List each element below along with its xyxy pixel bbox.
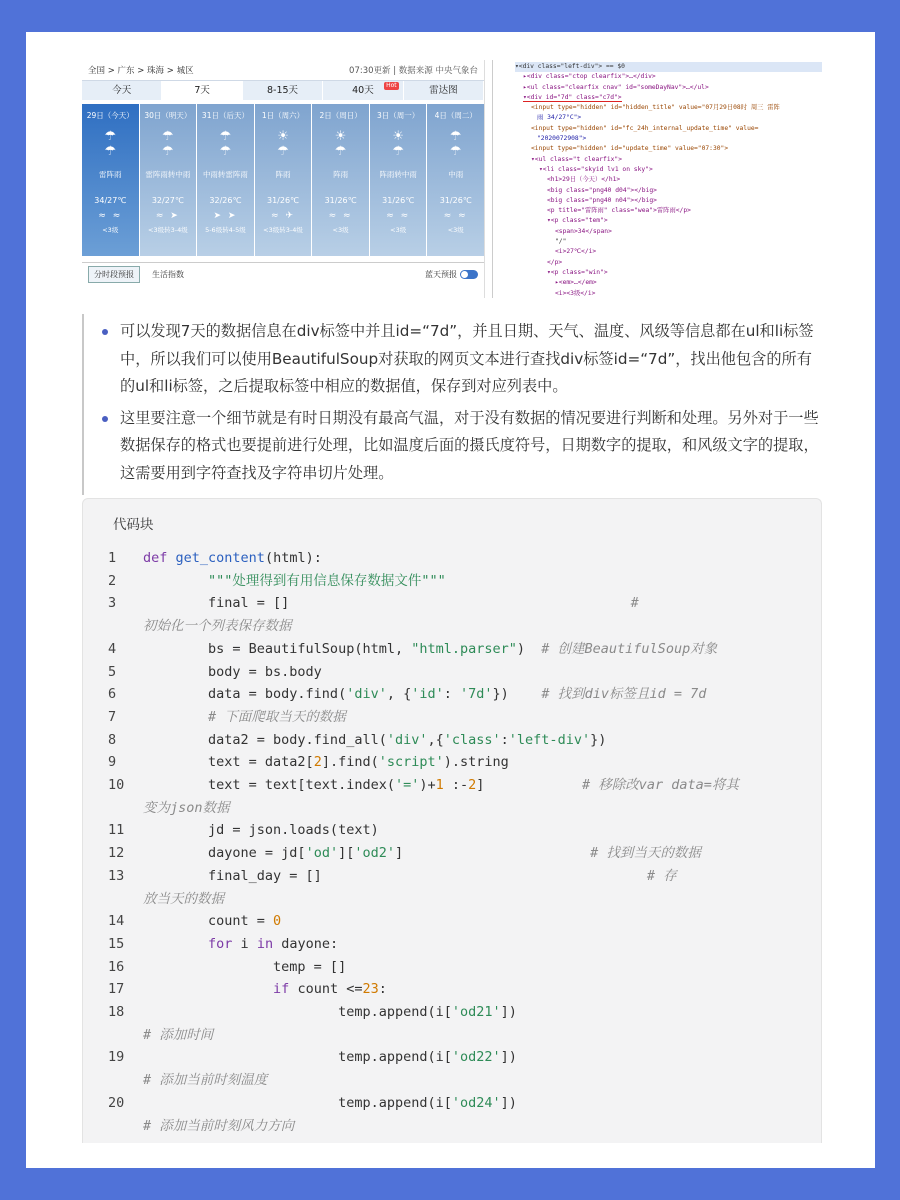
- code-comment-wrap: 放当天的数据: [143, 890, 224, 907]
- rain-icon: ☂ ☂: [219, 129, 232, 159]
- shower-icon: ☀ ☂: [392, 129, 404, 159]
- bullet-notes: [82, 314, 826, 495]
- line-number: 6: [108, 686, 117, 703]
- dom-text: ▸<em>…</em>: [555, 279, 597, 287]
- code-line: [83, 819, 823, 842]
- code-line: [83, 933, 823, 956]
- code-text: text = text[text.index('=')+1 :-2] # 移除改var data=将其: [143, 777, 739, 794]
- wind-direction-icon: ≈ ≈: [443, 211, 468, 221]
- code-text: data = body.find('div', {'id': '7d'}) # 找到div标签且id = 7d: [143, 686, 707, 703]
- day-wind: 5-6级转4-5级: [205, 226, 246, 234]
- day-temp: 31/26℃: [267, 196, 300, 205]
- line-number: 7: [108, 708, 117, 725]
- line-number: 10: [108, 777, 125, 794]
- dom-text: ▸<div class="ctop clearfix">…</div>: [523, 73, 656, 81]
- code-text: final = [] #: [143, 595, 639, 612]
- day-date: 3日（周一）: [377, 111, 420, 120]
- day-date: 4日（周二）: [434, 111, 477, 120]
- bullet-item: 这里要注意一个细节就是有时日期没有最高气温，对于没有数据的情况要进行判断和处理。另外对于一些数据保存的格式也要提前进行处理，比如温度后面的摄氏度符号，日期数字的提取，和风级文字的提取，这需要用到字符查找及字符串切片处理。: [98, 405, 826, 488]
- tab-8-15days[interactable]: 8-15天: [243, 81, 323, 100]
- day-date: 2日（周日）: [319, 111, 362, 120]
- dom-line[interactable]: [515, 155, 822, 165]
- day-wind: <3级转3-4级: [148, 226, 188, 234]
- code-text: temp.append(i['od21']): [143, 1004, 517, 1021]
- tab-life-index[interactable]: 生活指数: [152, 270, 184, 279]
- code-text: text = data2[2].find('script').string: [143, 754, 509, 771]
- day-temp: 34/27℃: [94, 196, 127, 205]
- tab-40days[interactable]: [323, 81, 403, 100]
- dom-text: ▾<ul class="t clearfix">: [531, 155, 622, 163]
- day-wind: <3级: [390, 226, 407, 234]
- code-text: temp.append(i['od24']): [143, 1094, 517, 1111]
- dom-line[interactable]: [515, 134, 822, 144]
- tab-today[interactable]: 今天: [82, 81, 162, 100]
- day-temp: 31/26℃: [439, 196, 472, 205]
- code-text: final_day = [] # 存: [143, 867, 677, 884]
- day-date: 31日（后天）: [201, 111, 249, 120]
- day-weather: 中雨: [448, 170, 464, 179]
- dom-line[interactable]: [515, 186, 822, 196]
- day-card[interactable]: [312, 104, 369, 256]
- code-text: temp.append(i['od22']): [143, 1049, 517, 1066]
- day-wind: <3级: [102, 226, 119, 234]
- day-weather: 阵雨: [275, 170, 291, 179]
- location-breadcrumb: 全国 > 广东 > 珠海 > 城区: [88, 66, 194, 76]
- dom-line[interactable]: [515, 113, 822, 123]
- line-number: 2: [108, 572, 117, 589]
- dom-line[interactable]: [515, 227, 822, 237]
- dom-text: ▾<p class="win">: [547, 268, 608, 276]
- day-card[interactable]: [255, 104, 312, 256]
- rain-icon: ☂ ☂: [162, 129, 174, 159]
- weather-footer-tabs: [82, 262, 484, 286]
- code-line: [83, 706, 823, 729]
- line-number: 11: [108, 822, 125, 839]
- dom-text: <span>34</span>: [555, 227, 612, 235]
- code-line: [83, 729, 823, 752]
- dom-line[interactable]: [515, 165, 822, 175]
- rain-icon: ☂ ☂: [449, 129, 462, 159]
- shower-icon: ☀ ☂: [334, 129, 347, 159]
- dom-line[interactable]: [515, 175, 822, 185]
- code-text: def get_content(html):: [143, 550, 322, 566]
- code-line: [83, 1001, 823, 1024]
- dom-text: </p>: [547, 258, 563, 266]
- dom-line[interactable]: [515, 93, 822, 103]
- weather-header: [82, 60, 484, 80]
- line-number: 12: [108, 845, 125, 862]
- code-line: [83, 592, 823, 615]
- line-number: 18: [108, 1004, 125, 1021]
- code-line: [83, 1092, 823, 1115]
- tab-7days[interactable]: 7天: [162, 81, 242, 100]
- dom-text: 雨 34/27°C">: [537, 114, 582, 122]
- day-date: 30日（明天）: [144, 111, 192, 120]
- code-line: [83, 865, 823, 888]
- day-weather: 雷阵雨: [99, 170, 122, 179]
- alert-label: 蓝天预报: [425, 270, 457, 279]
- line-number: 14: [108, 913, 125, 930]
- dom-line[interactable]: [515, 72, 822, 82]
- day-card[interactable]: [140, 104, 197, 256]
- dom-text: ▾<div class="left-div"> == $0: [515, 63, 625, 70]
- code-line: [83, 683, 823, 706]
- day-card[interactable]: [82, 104, 139, 256]
- day-wind: <3级: [332, 226, 349, 234]
- line-number: 4: [108, 640, 117, 657]
- line-number: 16: [108, 958, 125, 975]
- dom-text: <input type="hidden" id="fc_24h_internal_update_time" value=: [531, 124, 759, 132]
- forecast-tabs: [82, 80, 484, 100]
- line-number: 15: [108, 935, 125, 952]
- code-text: body = bs.body: [143, 663, 322, 680]
- dom-line[interactable]: [515, 124, 822, 134]
- code-line: [83, 956, 823, 979]
- dom-line[interactable]: [515, 278, 822, 288]
- day-card[interactable]: [427, 104, 484, 256]
- dom-line[interactable]: [515, 196, 822, 206]
- code-line: [83, 751, 823, 774]
- code-line: [83, 910, 823, 933]
- code-line: [83, 570, 823, 593]
- day-weather: 中雨转雷阵雨: [202, 170, 248, 179]
- wind-direction-icon: ≈ ➤: [155, 211, 180, 221]
- hot-badge: Hot: [386, 82, 397, 89]
- code-line: [83, 1046, 823, 1069]
- day-weather: 阵雨转中雨: [379, 170, 417, 179]
- dom-text: <i>27℃</i>: [555, 248, 597, 256]
- tab-40days-label: 40天: [352, 85, 374, 96]
- code-comment-wrap: # 添加当前时刻风力方向: [143, 1117, 295, 1134]
- dom-text: <input type="hidden" id="update_time" value="07:30">: [531, 145, 729, 153]
- dom-text: ▾<div id="7d" class="c7d">: [523, 93, 622, 101]
- line-number: 19: [108, 1049, 125, 1066]
- line-number: 5: [108, 663, 117, 680]
- dom-line[interactable]: [515, 83, 822, 93]
- dom-line[interactable]: [515, 237, 822, 247]
- code-text: if count <=23:: [273, 981, 387, 998]
- code-text: count = 0: [143, 913, 282, 930]
- code-line: [83, 842, 823, 865]
- code-block: [82, 498, 822, 1143]
- shower-icon: ☀ ☂: [277, 129, 289, 159]
- line-number: 13: [108, 867, 125, 884]
- bullet-item: 可以发现7天的数据信息在div标签中并且id=“7d”，并且日期、天气、温度、风级等信息都在ul和li标签中，所以我们可以使用BeautifulSoup对获取的网页文本进行查找div标签id=“7d”，找出他包含的所有的ul和li标签，之后提取标签中相应的数据值，保存到对应列表中。: [98, 318, 826, 401]
- dom-line[interactable]: [515, 247, 822, 257]
- dom-text: "/": [555, 238, 567, 246]
- day-wind: <3级: [447, 226, 464, 234]
- code-text: for i in dayone:: [208, 935, 339, 952]
- day-temp: 32/27℃: [151, 196, 184, 205]
- day-date: 29日（今天）: [86, 111, 134, 120]
- dom-text: "2020072908">: [537, 135, 587, 143]
- line-number: 20: [108, 1094, 125, 1111]
- dom-text: <big class="png40 d04"></big>: [547, 186, 657, 194]
- dom-text: ▸<ul class="clearfix cnav" id="someDayNav">…</ul>: [523, 83, 709, 91]
- dom-line[interactable]: [515, 258, 822, 268]
- dom-text: ▾<li class="skyid lv1 on sky">: [539, 165, 653, 173]
- code-text: temp = []: [143, 958, 347, 975]
- code-block-title: 代码块: [113, 517, 154, 532]
- code-line: [83, 638, 823, 661]
- code-comment-wrap: # 添加当前时刻温度: [143, 1072, 268, 1089]
- day-temp: 32/26℃: [209, 196, 242, 205]
- line-number: 3: [108, 595, 117, 612]
- dom-line[interactable]: [515, 216, 822, 226]
- dom-line[interactable]: [515, 103, 822, 113]
- wind-direction-icon: ➤ ➤: [213, 211, 238, 221]
- day-date: 1日（周六）: [261, 111, 305, 120]
- code-lines: [83, 547, 823, 1137]
- day-card[interactable]: [370, 104, 427, 256]
- line-number: 8: [108, 731, 117, 748]
- code-line: [83, 978, 823, 1001]
- code-text: jd = json.loads(text): [143, 822, 379, 839]
- dom-text: <h1>29日（今天）</h1>: [547, 176, 621, 184]
- dom-line[interactable]: [515, 268, 822, 278]
- code-text: bs = BeautifulSoup(html, "html.parser") # 创建BeautifulSoup对象: [143, 640, 718, 657]
- weather-screenshot: [82, 60, 822, 298]
- line-number: 1: [108, 550, 117, 566]
- wind-direction-icon: ≈ ≈: [386, 211, 411, 221]
- code-text: dayone = jd['od']['od2'] # 找到当天的数据: [143, 845, 701, 862]
- code-comment-wrap: 初始化一个列表保存数据: [143, 618, 292, 635]
- day-wind: <3级转3-4级: [263, 226, 303, 234]
- article-card: [26, 32, 875, 1168]
- code-comment-wrap: 变为json数据: [143, 799, 230, 816]
- code-text: data2 = body.find_all('div',{'class':'left-div'}): [143, 731, 607, 748]
- wind-direction-icon: ≈ ≈: [328, 211, 353, 221]
- wind-direction-icon: ≈ ≈: [98, 211, 123, 221]
- code-line: [83, 547, 823, 570]
- dom-text: <big class="png40 n04"></big>: [547, 196, 657, 204]
- weather-page: [82, 60, 485, 298]
- dom-text: ▾<p class="tem">: [547, 217, 608, 225]
- dom-text: <p title="雷阵雨" class="wea">雷阵雨</p>: [547, 207, 691, 215]
- tab-radar[interactable]: 雷达图: [404, 81, 484, 100]
- dom-line[interactable]: [515, 206, 822, 216]
- code-text: """处理得到有用信息保存数据文件""": [208, 572, 446, 589]
- code-comment-wrap: # 添加时间: [143, 1026, 214, 1043]
- line-number: 17: [108, 981, 125, 998]
- dom-line[interactable]: [515, 289, 822, 298]
- devtools-panel: [492, 60, 822, 298]
- line-number: 9: [108, 754, 117, 771]
- dom-line[interactable]: [515, 144, 822, 154]
- day-forecast-list: [82, 104, 484, 256]
- day-weather: 雷阵雨转中雨: [145, 170, 191, 179]
- tab-hourly[interactable]: 分时段预报: [88, 266, 140, 283]
- alert-toggle-wrap[interactable]: [425, 269, 478, 280]
- toggle-switch[interactable]: [460, 270, 478, 279]
- code-text: # 下面爬取当天的数据: [208, 708, 346, 725]
- day-weather: 阵雨: [333, 170, 349, 179]
- day-card[interactable]: [197, 104, 254, 256]
- wind-direction-icon: ≈ ✈: [271, 211, 295, 221]
- dom-line[interactable]: [515, 62, 822, 72]
- code-line: [83, 774, 823, 797]
- dom-text: <i><3级</i>: [555, 289, 596, 297]
- thunder-rain-icon: ☂ ☂: [104, 129, 117, 159]
- code-line: [83, 661, 823, 684]
- day-temp: 31/26℃: [324, 196, 357, 205]
- day-temp: 31/26℃: [382, 196, 415, 205]
- update-info: 07:30更新 | 数据来源 中央气象台: [349, 66, 478, 76]
- dom-text: <input type="hidden" id="hidden_title" value="07月29日08时 周三 雷阵: [531, 104, 780, 112]
